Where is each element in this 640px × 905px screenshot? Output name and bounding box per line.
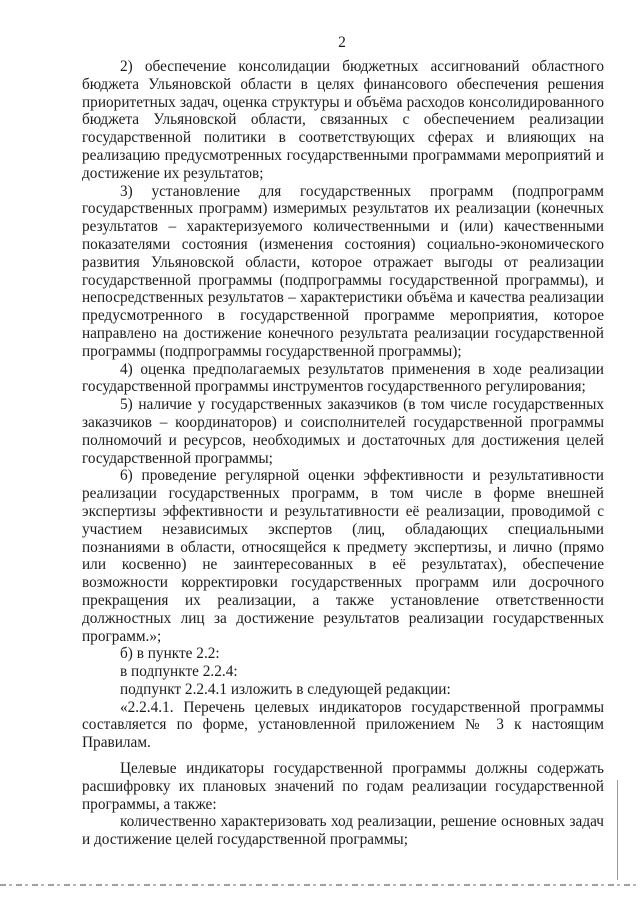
paragraph-item-4: 4) оценка предполагаемых результатов применения в ходе реализации государственной программы инструментов государственного регулирования; (82, 360, 604, 396)
scan-bottom-artifact (0, 884, 640, 886)
paragraph-item-2: 2) обеспечение консолидации бюджетных ассигнований областного бюджета Ульяновской области в целях финансового обеспечения решения приоритетных задач, оценка структуры и объёма расходов консолидированного бюджета Ульяновской области, связанных с обеспечением реализации государственной политики в соответствующих сферах и влияющих на реализацию предусмотренных государственными программами мероприятий и достижение их результатов; (82, 58, 604, 182)
paragraph-target-indicators: Целевые индикаторы государственной программы должны содержать расшифровку их плановых значений по годам реализации государственной программы, а также: (82, 760, 604, 813)
page-number: 2 (338, 34, 346, 51)
document-body (82, 58, 604, 849)
paragraph-item-3: 3) установление для государственных программ (подпрограмм государственных программ) измеримых результатов их реализации (конечных результатов – характеризуемого количественными и (или) качественными показателями состояния (изменения состояния) социально-экономического развития Ульяновской области, которое отражает выгоды от реализации государственной программы (подпрограммы государственной программы), и непосредственных результатов – характеристики объёма и качества реализации предусмотренного в государственной программе мероприятия, которое направлено на достижение конечного результата реализации государственной программы (подпрограммы государственной программы); (82, 182, 604, 360)
paragraph-subitem-b: б) в пункте 2.2: (120, 645, 220, 663)
paragraph-2-2-4-1: «2.2.4.1. Перечень целевых индикаторов государственной программы составляется по форме, установленной приложением № 3 к настоящим Правилам. (82, 698, 604, 752)
paragraph-item-5: 5) наличие у государственных заказчиков (в том числе государственных заказчиков – координаторов) и соисполнителей государственной программы полномочий и ресурсов, необходимых и достаточных для достижения целей государственной программы; (82, 396, 604, 467)
paragraph-subpoint-2-2-4: в подпункте 2.2.4: (120, 663, 238, 681)
paragraph-quantitative-characterization: количественно характеризовать ход реализации, решение основных задач и достижение целей государственной программы; (82, 813, 604, 849)
paragraph-amendment-intro: подпункт 2.2.4.1 изложить в следующей редакции: (120, 680, 451, 698)
paragraph-item-6: 6) проведение регулярной оценки эффективности и результативности реализации государственных программ, в том числе в форме внешней экспертизы эффективности и результативности её реализации, проводимой с участием независимых экспертов (лиц, обладающих специальными познаниями в области, относящейся к предмету экспертизы, и лично (прямо или косвенно) не заинтересованных в её результатах), обеспечение возможности корректировки государственных программ или досрочного прекращения их реализации, а также установление ответственности должностных лиц за достижение результатов реализации государственных программ.»; (82, 467, 604, 645)
scan-margin-line (617, 780, 618, 880)
